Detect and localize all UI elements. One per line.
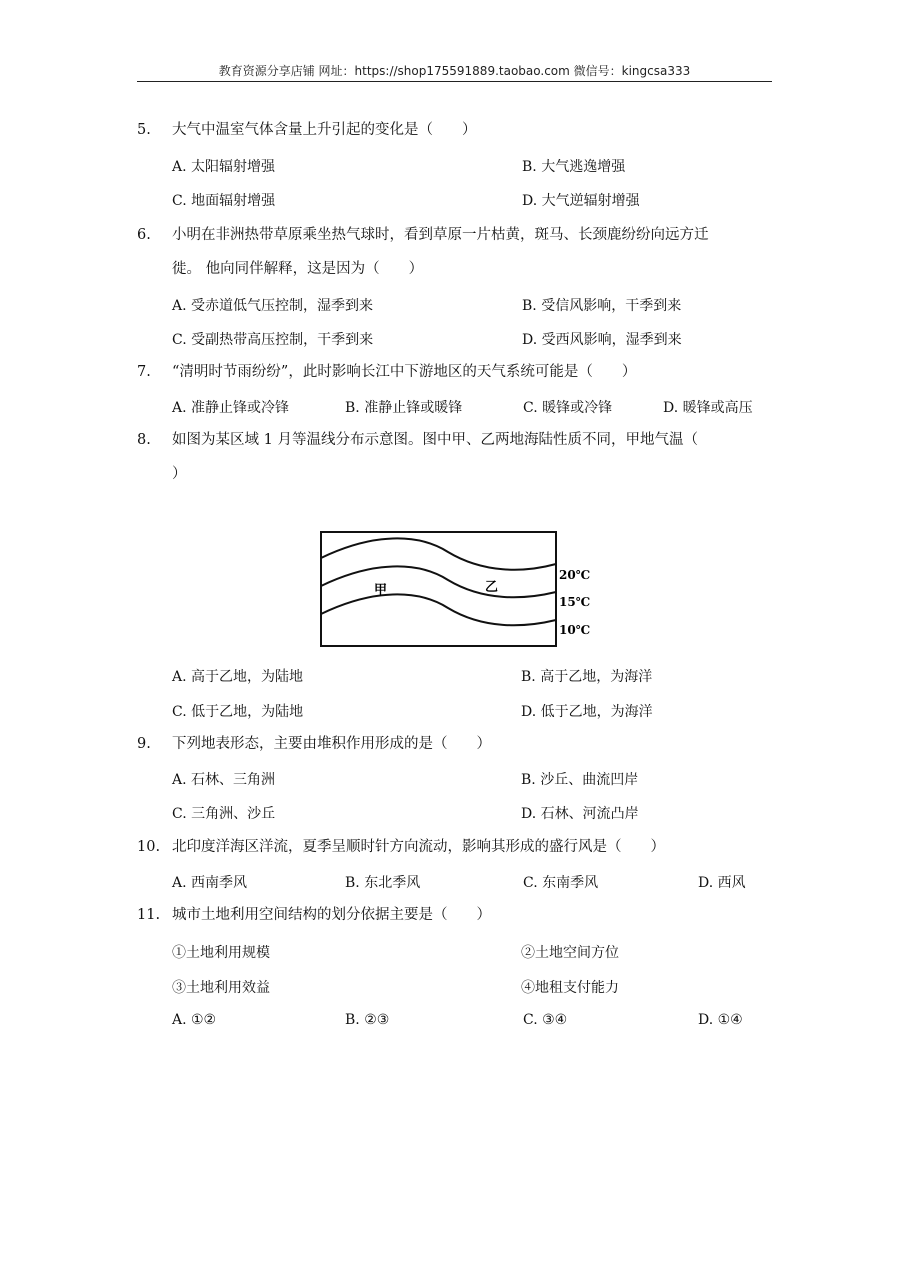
option-a[interactable]: A. 高于乙地，为陆地 [172,669,304,685]
item-2: ②土地空间方位 [521,945,619,961]
question-number: 9. [137,736,151,752]
option-c[interactable]: C. 受副热带高压控制，干季到来 [172,332,374,348]
question-text: 城市土地利用空间结构的划分依据主要是（ ） [172,907,491,923]
option-b[interactable]: B. 准静止锋或暖锋 [345,400,463,416]
item-4: ④地租支付能力 [521,980,619,996]
question-number: 8. [137,432,151,448]
question-6 [137,218,777,286]
figure-frame [321,532,556,646]
question-text: 大气中温室气体含量上升引起的变化是（ ） [172,122,477,138]
question-text: “清明时节雨纷纷”，此时影响长江中下游地区的天气系统可能是（ ） [172,364,637,380]
option-d[interactable]: D. 石林、河流凸岸 [521,806,639,822]
isotherm-15 [321,566,556,597]
question-text: 北印度洋海区洋流，夏季呈顺时针方向流动，影响其形成的盛行风是（ ） [172,839,665,855]
question-number: 6. [137,227,151,243]
option-d[interactable]: D. 低于乙地，为海洋 [521,704,653,720]
label-jia: 甲 [374,583,388,598]
option-b[interactable]: B. 东北季风 [345,875,421,891]
option-b[interactable]: B. ②③ [345,1012,390,1028]
option-a[interactable]: A. 西南季风 [172,875,248,891]
label-20c: 20℃ [559,568,591,582]
option-d[interactable]: D. 受西风影响，湿季到来 [522,332,682,348]
option-c[interactable]: C. 三角洲、沙丘 [172,806,276,822]
option-b[interactable]: B. 大气逃逸增强 [522,159,626,175]
question-text: 下列地表形态，主要由堆积作用形成的是（ ） [172,736,491,752]
option-a[interactable]: A. 受赤道低气压控制，湿季到来 [172,298,374,314]
option-b[interactable]: B. 受信风影响，干季到来 [522,298,682,314]
question-number: 7. [137,364,151,380]
option-d[interactable]: D. ①④ [698,1012,743,1028]
isotherm-figure [318,528,592,650]
label-10c: 10℃ [559,623,591,637]
label-15c: 15℃ [559,595,591,609]
question-9 [137,727,777,761]
option-a[interactable]: A. 太阳辐射增强 [172,159,276,175]
option-b[interactable]: B. 沙丘、曲流凹岸 [521,772,639,788]
option-c[interactable]: C. ③④ [523,1012,568,1028]
option-d[interactable]: D. 暖锋或高压 [663,400,753,416]
question-text-line2: 徙。 他向同伴解释，这是因为（ ） [172,261,424,277]
question-10 [137,830,777,864]
question-text-line1: 如图为某区域 1 月等温线分布示意图。图中甲、乙两地海陆性质不同，甲地气温（ [172,432,698,448]
isotherm-10 [321,594,556,625]
question-8 [137,423,777,491]
option-b[interactable]: B. 高于乙地，为海洋 [521,669,653,685]
question-number: 5. [137,122,151,138]
label-yi: 乙 [485,580,499,595]
option-c[interactable]: C. 低于乙地，为陆地 [172,704,304,720]
question-text-line2: ） [172,466,187,482]
option-a[interactable]: A. 准静止锋或冷锋 [172,400,290,416]
question-11 [137,898,777,932]
question-7 [137,355,777,389]
option-a[interactable]: A. 石林、三角洲 [172,772,276,788]
item-3: ③土地利用效益 [172,980,270,996]
option-d[interactable]: D. 西风 [698,875,746,891]
option-c[interactable]: C. 地面辐射增强 [172,193,276,209]
header-rule [137,81,772,82]
question-text-line1: 小明在非洲热带草原乘坐热气球时，看到草原一片枯黄，斑马、长颈鹿纷纷向远方迁 [172,227,709,243]
question-5 [137,113,777,147]
option-d[interactable]: D. 大气逆辐射增强 [522,193,640,209]
item-1: ①土地利用规模 [172,945,270,961]
page-header: 教育资源分享店铺 网址：https://shop175591889.taobao.com 微信号：kingcsa333 [218,64,691,78]
option-c[interactable]: C. 东南季风 [523,875,599,891]
question-number: 11. [137,907,161,923]
option-a[interactable]: A. ①② [172,1012,217,1028]
isotherm-20 [321,538,556,569]
option-c[interactable]: C. 暖锋或冷锋 [523,400,613,416]
question-number: 10. [137,839,161,855]
